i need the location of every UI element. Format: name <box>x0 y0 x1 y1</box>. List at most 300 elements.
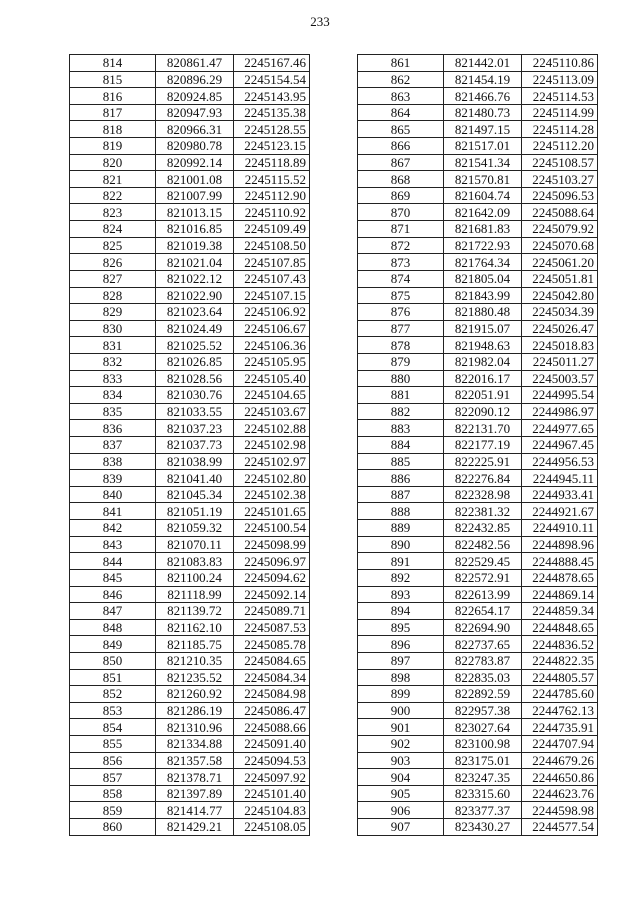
x-coordinate-cell: 822892.59 <box>444 686 522 703</box>
point-number-cell: 853 <box>70 702 156 719</box>
x-coordinate-cell: 822131.70 <box>444 420 522 437</box>
y-coordinate-cell: 2245110.86 <box>522 55 598 72</box>
x-coordinate-cell: 821016.85 <box>156 221 234 238</box>
point-number-cell: 857 <box>70 769 156 786</box>
y-coordinate-cell: 2245079.92 <box>522 221 598 238</box>
x-coordinate-cell: 821013.15 <box>156 204 234 221</box>
point-number-cell: 818 <box>70 121 156 138</box>
table-row <box>358 619 598 636</box>
x-coordinate-cell: 821764.34 <box>444 254 522 271</box>
point-number-cell: 848 <box>70 619 156 636</box>
x-coordinate-cell: 822835.03 <box>444 669 522 686</box>
x-coordinate-cell: 823100.98 <box>444 735 522 752</box>
y-coordinate-cell: 2244986.97 <box>522 403 598 420</box>
point-number-cell: 834 <box>70 387 156 404</box>
y-coordinate-cell: 2245135.38 <box>234 104 310 121</box>
table-row <box>358 320 598 337</box>
point-number-cell: 838 <box>70 453 156 470</box>
point-number-cell: 895 <box>358 619 444 636</box>
point-number-cell: 883 <box>358 420 444 437</box>
point-number-cell: 862 <box>358 71 444 88</box>
table-row <box>70 752 310 769</box>
table-row <box>70 420 310 437</box>
x-coordinate-cell: 821541.34 <box>444 154 522 171</box>
point-number-cell: 858 <box>70 785 156 802</box>
y-coordinate-cell: 2244707.94 <box>522 735 598 752</box>
table-row <box>358 652 598 669</box>
x-coordinate-cell: 821235.52 <box>156 669 234 686</box>
point-number-cell: 903 <box>358 752 444 769</box>
y-coordinate-cell: 2245085.78 <box>234 636 310 653</box>
x-coordinate-cell: 821397.89 <box>156 785 234 802</box>
point-number-cell: 847 <box>70 603 156 620</box>
point-number-cell: 822 <box>70 187 156 204</box>
y-coordinate-cell: 2245103.67 <box>234 403 310 420</box>
point-number-cell: 824 <box>70 221 156 238</box>
point-number-cell: 815 <box>70 71 156 88</box>
y-coordinate-cell: 2245106.92 <box>234 304 310 321</box>
point-number-cell: 899 <box>358 686 444 703</box>
x-coordinate-cell: 823430.27 <box>444 819 522 836</box>
point-number-cell: 833 <box>70 370 156 387</box>
y-coordinate-cell: 2245102.98 <box>234 437 310 454</box>
x-coordinate-cell: 821024.49 <box>156 320 234 337</box>
y-coordinate-cell: 2245108.57 <box>522 154 598 171</box>
table-row <box>70 337 310 354</box>
x-coordinate-cell: 821210.35 <box>156 652 234 669</box>
x-coordinate-cell: 821118.99 <box>156 586 234 603</box>
point-number-cell: 893 <box>358 586 444 603</box>
point-number-cell: 854 <box>70 719 156 736</box>
table-row <box>70 154 310 171</box>
x-coordinate-cell: 822016.17 <box>444 370 522 387</box>
table-row <box>358 769 598 786</box>
x-coordinate-cell: 821139.72 <box>156 603 234 620</box>
point-number-cell: 878 <box>358 337 444 354</box>
point-number-cell: 875 <box>358 287 444 304</box>
table-row <box>70 636 310 653</box>
table-row <box>70 320 310 337</box>
point-number-cell: 887 <box>358 486 444 503</box>
x-coordinate-cell: 821022.12 <box>156 270 234 287</box>
table-row <box>358 470 598 487</box>
y-coordinate-cell: 2245105.40 <box>234 370 310 387</box>
x-coordinate-cell: 821019.38 <box>156 237 234 254</box>
x-coordinate-cell: 821982.04 <box>444 353 522 370</box>
point-number-cell: 865 <box>358 121 444 138</box>
x-coordinate-cell: 821025.52 <box>156 337 234 354</box>
table-row <box>358 287 598 304</box>
x-coordinate-cell: 821378.71 <box>156 769 234 786</box>
x-coordinate-cell: 820980.78 <box>156 138 234 155</box>
x-coordinate-cell: 822654.17 <box>444 603 522 620</box>
point-number-cell: 891 <box>358 553 444 570</box>
table-row <box>358 55 598 72</box>
point-number-cell: 877 <box>358 320 444 337</box>
table-row <box>358 569 598 586</box>
x-coordinate-cell: 821948.63 <box>444 337 522 354</box>
point-number-cell: 889 <box>358 520 444 537</box>
point-number-cell: 884 <box>358 437 444 454</box>
table-row <box>358 719 598 736</box>
y-coordinate-cell: 2244785.60 <box>522 686 598 703</box>
x-coordinate-cell: 821001.08 <box>156 171 234 188</box>
table-row <box>358 586 598 603</box>
point-number-cell: 872 <box>358 237 444 254</box>
table-row <box>70 370 310 387</box>
point-number-cell: 816 <box>70 88 156 105</box>
table-row <box>70 304 310 321</box>
x-coordinate-cell: 820966.31 <box>156 121 234 138</box>
table-row <box>358 702 598 719</box>
point-number-cell: 885 <box>358 453 444 470</box>
table-row <box>70 586 310 603</box>
point-number-cell: 860 <box>70 819 156 836</box>
table-row <box>70 702 310 719</box>
y-coordinate-cell: 2245101.65 <box>234 503 310 520</box>
table-row <box>358 304 598 321</box>
table-row <box>358 121 598 138</box>
point-number-cell: 871 <box>358 221 444 238</box>
x-coordinate-cell: 821185.75 <box>156 636 234 653</box>
table-row <box>70 71 310 88</box>
table-row <box>70 254 310 271</box>
y-coordinate-cell: 2244888.45 <box>522 553 598 570</box>
x-coordinate-cell: 822957.38 <box>444 702 522 719</box>
table-row <box>70 569 310 586</box>
x-coordinate-cell: 821033.55 <box>156 403 234 420</box>
x-coordinate-cell: 823247.35 <box>444 769 522 786</box>
x-coordinate-cell: 821454.19 <box>444 71 522 88</box>
table-row <box>70 387 310 404</box>
x-coordinate-cell: 821070.11 <box>156 536 234 553</box>
y-coordinate-cell: 2245096.97 <box>234 553 310 570</box>
table-row <box>70 453 310 470</box>
table-row <box>70 171 310 188</box>
y-coordinate-cell: 2244598.98 <box>522 802 598 819</box>
x-coordinate-cell: 821429.21 <box>156 819 234 836</box>
y-coordinate-cell: 2244822.35 <box>522 652 598 669</box>
table-row <box>70 603 310 620</box>
table-row <box>70 187 310 204</box>
table-row <box>70 819 310 836</box>
x-coordinate-cell: 821260.92 <box>156 686 234 703</box>
y-coordinate-cell: 2245092.14 <box>234 586 310 603</box>
point-number-cell: 849 <box>70 636 156 653</box>
table-row <box>358 420 598 437</box>
x-coordinate-cell: 822432.85 <box>444 520 522 537</box>
x-coordinate-cell: 822177.19 <box>444 437 522 454</box>
table-row <box>70 104 310 121</box>
y-coordinate-cell: 2245167.46 <box>234 55 310 72</box>
table-row <box>358 237 598 254</box>
table-row <box>70 652 310 669</box>
point-number-cell: 896 <box>358 636 444 653</box>
table-row <box>358 403 598 420</box>
x-coordinate-cell: 822529.45 <box>444 553 522 570</box>
x-coordinate-cell: 821480.73 <box>444 104 522 121</box>
x-coordinate-cell: 821037.23 <box>156 420 234 437</box>
y-coordinate-cell: 2245097.92 <box>234 769 310 786</box>
x-coordinate-cell: 820861.47 <box>156 55 234 72</box>
table-row <box>70 237 310 254</box>
y-coordinate-cell: 2245112.20 <box>522 138 598 155</box>
x-coordinate-cell: 822572.91 <box>444 569 522 586</box>
y-coordinate-cell: 2245108.05 <box>234 819 310 836</box>
y-coordinate-cell: 2245034.39 <box>522 304 598 321</box>
x-coordinate-cell: 821083.83 <box>156 553 234 570</box>
y-coordinate-cell: 2245102.80 <box>234 470 310 487</box>
point-number-cell: 904 <box>358 769 444 786</box>
point-number-cell: 827 <box>70 270 156 287</box>
y-coordinate-cell: 2245113.09 <box>522 71 598 88</box>
point-number-cell: 902 <box>358 735 444 752</box>
y-coordinate-cell: 2245103.27 <box>522 171 598 188</box>
x-coordinate-cell: 821041.40 <box>156 470 234 487</box>
table-row <box>70 686 310 703</box>
x-coordinate-cell: 821045.34 <box>156 486 234 503</box>
table-row <box>70 503 310 520</box>
y-coordinate-cell: 2245087.53 <box>234 619 310 636</box>
point-number-cell: 832 <box>70 353 156 370</box>
x-coordinate-cell: 820896.29 <box>156 71 234 88</box>
x-coordinate-cell: 821030.76 <box>156 387 234 404</box>
table-row <box>358 370 598 387</box>
y-coordinate-cell: 2244869.14 <box>522 586 598 603</box>
table-row <box>358 536 598 553</box>
point-number-cell: 841 <box>70 503 156 520</box>
table-row <box>358 88 598 105</box>
y-coordinate-cell: 2245089.71 <box>234 603 310 620</box>
y-coordinate-cell: 2244650.86 <box>522 769 598 786</box>
x-coordinate-cell: 821059.32 <box>156 520 234 537</box>
table-row <box>358 503 598 520</box>
y-coordinate-cell: 2245114.53 <box>522 88 598 105</box>
coordinate-table-left <box>69 54 310 836</box>
point-number-cell: 852 <box>70 686 156 703</box>
x-coordinate-cell: 821843.99 <box>444 287 522 304</box>
point-number-cell: 843 <box>70 536 156 553</box>
y-coordinate-cell: 2245084.65 <box>234 652 310 669</box>
y-coordinate-cell: 2244995.54 <box>522 387 598 404</box>
point-number-cell: 907 <box>358 819 444 836</box>
y-coordinate-cell: 2245100.54 <box>234 520 310 537</box>
point-number-cell: 817 <box>70 104 156 121</box>
point-number-cell: 825 <box>70 237 156 254</box>
y-coordinate-cell: 2245088.64 <box>522 204 598 221</box>
point-number-cell: 905 <box>358 785 444 802</box>
x-coordinate-cell: 821414.77 <box>156 802 234 819</box>
table-row <box>70 536 310 553</box>
y-coordinate-cell: 2245086.47 <box>234 702 310 719</box>
y-coordinate-cell: 2245114.28 <box>522 121 598 138</box>
x-coordinate-cell: 821442.01 <box>444 55 522 72</box>
y-coordinate-cell: 2245128.55 <box>234 121 310 138</box>
table-row <box>70 287 310 304</box>
y-coordinate-cell: 2245107.15 <box>234 287 310 304</box>
y-coordinate-cell: 2245143.95 <box>234 88 310 105</box>
table-row <box>358 735 598 752</box>
point-number-cell: 859 <box>70 802 156 819</box>
table-row <box>70 719 310 736</box>
x-coordinate-cell: 822737.65 <box>444 636 522 653</box>
x-coordinate-cell: 821028.56 <box>156 370 234 387</box>
y-coordinate-cell: 2245091.40 <box>234 735 310 752</box>
point-number-cell: 844 <box>70 553 156 570</box>
table-row <box>70 735 310 752</box>
point-number-cell: 866 <box>358 138 444 155</box>
table-row <box>358 603 598 620</box>
y-coordinate-cell: 2245096.53 <box>522 187 598 204</box>
point-number-cell: 850 <box>70 652 156 669</box>
x-coordinate-cell: 821023.64 <box>156 304 234 321</box>
table-row <box>358 71 598 88</box>
y-coordinate-cell: 2244623.76 <box>522 785 598 802</box>
coordinate-table-right <box>357 54 598 836</box>
point-number-cell: 868 <box>358 171 444 188</box>
point-number-cell: 835 <box>70 403 156 420</box>
y-coordinate-cell: 2245003.57 <box>522 370 598 387</box>
y-coordinate-cell: 2245109.49 <box>234 221 310 238</box>
y-coordinate-cell: 2244836.52 <box>522 636 598 653</box>
x-coordinate-cell: 823175.01 <box>444 752 522 769</box>
table-row <box>70 221 310 238</box>
x-coordinate-cell: 822225.91 <box>444 453 522 470</box>
x-coordinate-cell: 823315.60 <box>444 785 522 802</box>
point-number-cell: 882 <box>358 403 444 420</box>
page-number: 233 <box>310 14 330 29</box>
table-row <box>70 138 310 155</box>
y-coordinate-cell: 2245018.83 <box>522 337 598 354</box>
point-number-cell: 898 <box>358 669 444 686</box>
point-number-cell: 867 <box>358 154 444 171</box>
point-number-cell: 829 <box>70 304 156 321</box>
x-coordinate-cell: 822482.56 <box>444 536 522 553</box>
point-number-cell: 879 <box>358 353 444 370</box>
y-coordinate-cell: 2245051.81 <box>522 270 598 287</box>
point-number-cell: 880 <box>358 370 444 387</box>
y-coordinate-cell: 2245106.67 <box>234 320 310 337</box>
x-coordinate-cell: 821162.10 <box>156 619 234 636</box>
point-number-cell: 906 <box>358 802 444 819</box>
y-coordinate-cell: 2244977.65 <box>522 420 598 437</box>
x-coordinate-cell: 821286.19 <box>156 702 234 719</box>
table-row <box>358 387 598 404</box>
table-row <box>358 752 598 769</box>
table-row <box>70 437 310 454</box>
y-coordinate-cell: 2245112.90 <box>234 187 310 204</box>
x-coordinate-cell: 821310.96 <box>156 719 234 736</box>
y-coordinate-cell: 2245123.15 <box>234 138 310 155</box>
point-number-cell: 821 <box>70 171 156 188</box>
x-coordinate-cell: 821100.24 <box>156 569 234 586</box>
point-number-cell: 828 <box>70 287 156 304</box>
x-coordinate-cell: 821570.81 <box>444 171 522 188</box>
point-number-cell: 826 <box>70 254 156 271</box>
y-coordinate-cell: 2245094.53 <box>234 752 310 769</box>
x-coordinate-cell: 821722.93 <box>444 237 522 254</box>
x-coordinate-cell: 820947.93 <box>156 104 234 121</box>
table-row <box>358 171 598 188</box>
point-number-cell: 861 <box>358 55 444 72</box>
table-row <box>70 520 310 537</box>
x-coordinate-cell: 821051.19 <box>156 503 234 520</box>
x-coordinate-cell: 823027.64 <box>444 719 522 736</box>
x-coordinate-cell: 821022.90 <box>156 287 234 304</box>
table-row <box>358 553 598 570</box>
x-coordinate-cell: 820924.85 <box>156 88 234 105</box>
y-coordinate-cell: 2245102.97 <box>234 453 310 470</box>
table-row <box>358 686 598 703</box>
y-coordinate-cell: 2245104.83 <box>234 802 310 819</box>
y-coordinate-cell: 2245101.40 <box>234 785 310 802</box>
table-row <box>70 121 310 138</box>
x-coordinate-cell: 821334.88 <box>156 735 234 752</box>
table-row <box>358 204 598 221</box>
point-number-cell: 888 <box>358 503 444 520</box>
y-coordinate-cell: 2245107.43 <box>234 270 310 287</box>
y-coordinate-cell: 2245104.65 <box>234 387 310 404</box>
x-coordinate-cell: 821037.73 <box>156 437 234 454</box>
y-coordinate-cell: 2244945.11 <box>522 470 598 487</box>
y-coordinate-cell: 2245118.89 <box>234 154 310 171</box>
table-row <box>358 104 598 121</box>
table-row <box>70 88 310 105</box>
point-number-cell: 820 <box>70 154 156 171</box>
point-number-cell: 873 <box>358 254 444 271</box>
table-row <box>70 486 310 503</box>
point-number-cell: 855 <box>70 735 156 752</box>
y-coordinate-cell: 2244967.45 <box>522 437 598 454</box>
point-number-cell: 863 <box>358 88 444 105</box>
table-row <box>70 353 310 370</box>
table-row <box>70 270 310 287</box>
table-row <box>70 403 310 420</box>
x-coordinate-cell: 821915.07 <box>444 320 522 337</box>
table-row <box>358 221 598 238</box>
y-coordinate-cell: 2244921.67 <box>522 503 598 520</box>
x-coordinate-cell: 821357.58 <box>156 752 234 769</box>
x-coordinate-cell: 821026.85 <box>156 353 234 370</box>
table-row <box>358 669 598 686</box>
table-row <box>358 154 598 171</box>
y-coordinate-cell: 2244762.13 <box>522 702 598 719</box>
y-coordinate-cell: 2245102.38 <box>234 486 310 503</box>
x-coordinate-cell: 821466.76 <box>444 88 522 105</box>
point-number-cell: 900 <box>358 702 444 719</box>
point-number-cell: 830 <box>70 320 156 337</box>
y-coordinate-cell: 2245084.34 <box>234 669 310 686</box>
y-coordinate-cell: 2244735.91 <box>522 719 598 736</box>
point-number-cell: 892 <box>358 569 444 586</box>
y-coordinate-cell: 2245102.88 <box>234 420 310 437</box>
point-number-cell: 845 <box>70 569 156 586</box>
x-coordinate-cell: 822694.90 <box>444 619 522 636</box>
y-coordinate-cell: 2244933.41 <box>522 486 598 503</box>
x-coordinate-cell: 822783.87 <box>444 652 522 669</box>
table-row <box>70 769 310 786</box>
point-number-cell: 886 <box>358 470 444 487</box>
y-coordinate-cell: 2245042.80 <box>522 287 598 304</box>
table-row <box>358 138 598 155</box>
y-coordinate-cell: 2245026.47 <box>522 320 598 337</box>
x-coordinate-cell: 821517.01 <box>444 138 522 155</box>
y-coordinate-cell: 2245088.66 <box>234 719 310 736</box>
x-coordinate-cell: 822276.84 <box>444 470 522 487</box>
x-coordinate-cell: 821038.99 <box>156 453 234 470</box>
table-row <box>358 353 598 370</box>
x-coordinate-cell: 821880.48 <box>444 304 522 321</box>
